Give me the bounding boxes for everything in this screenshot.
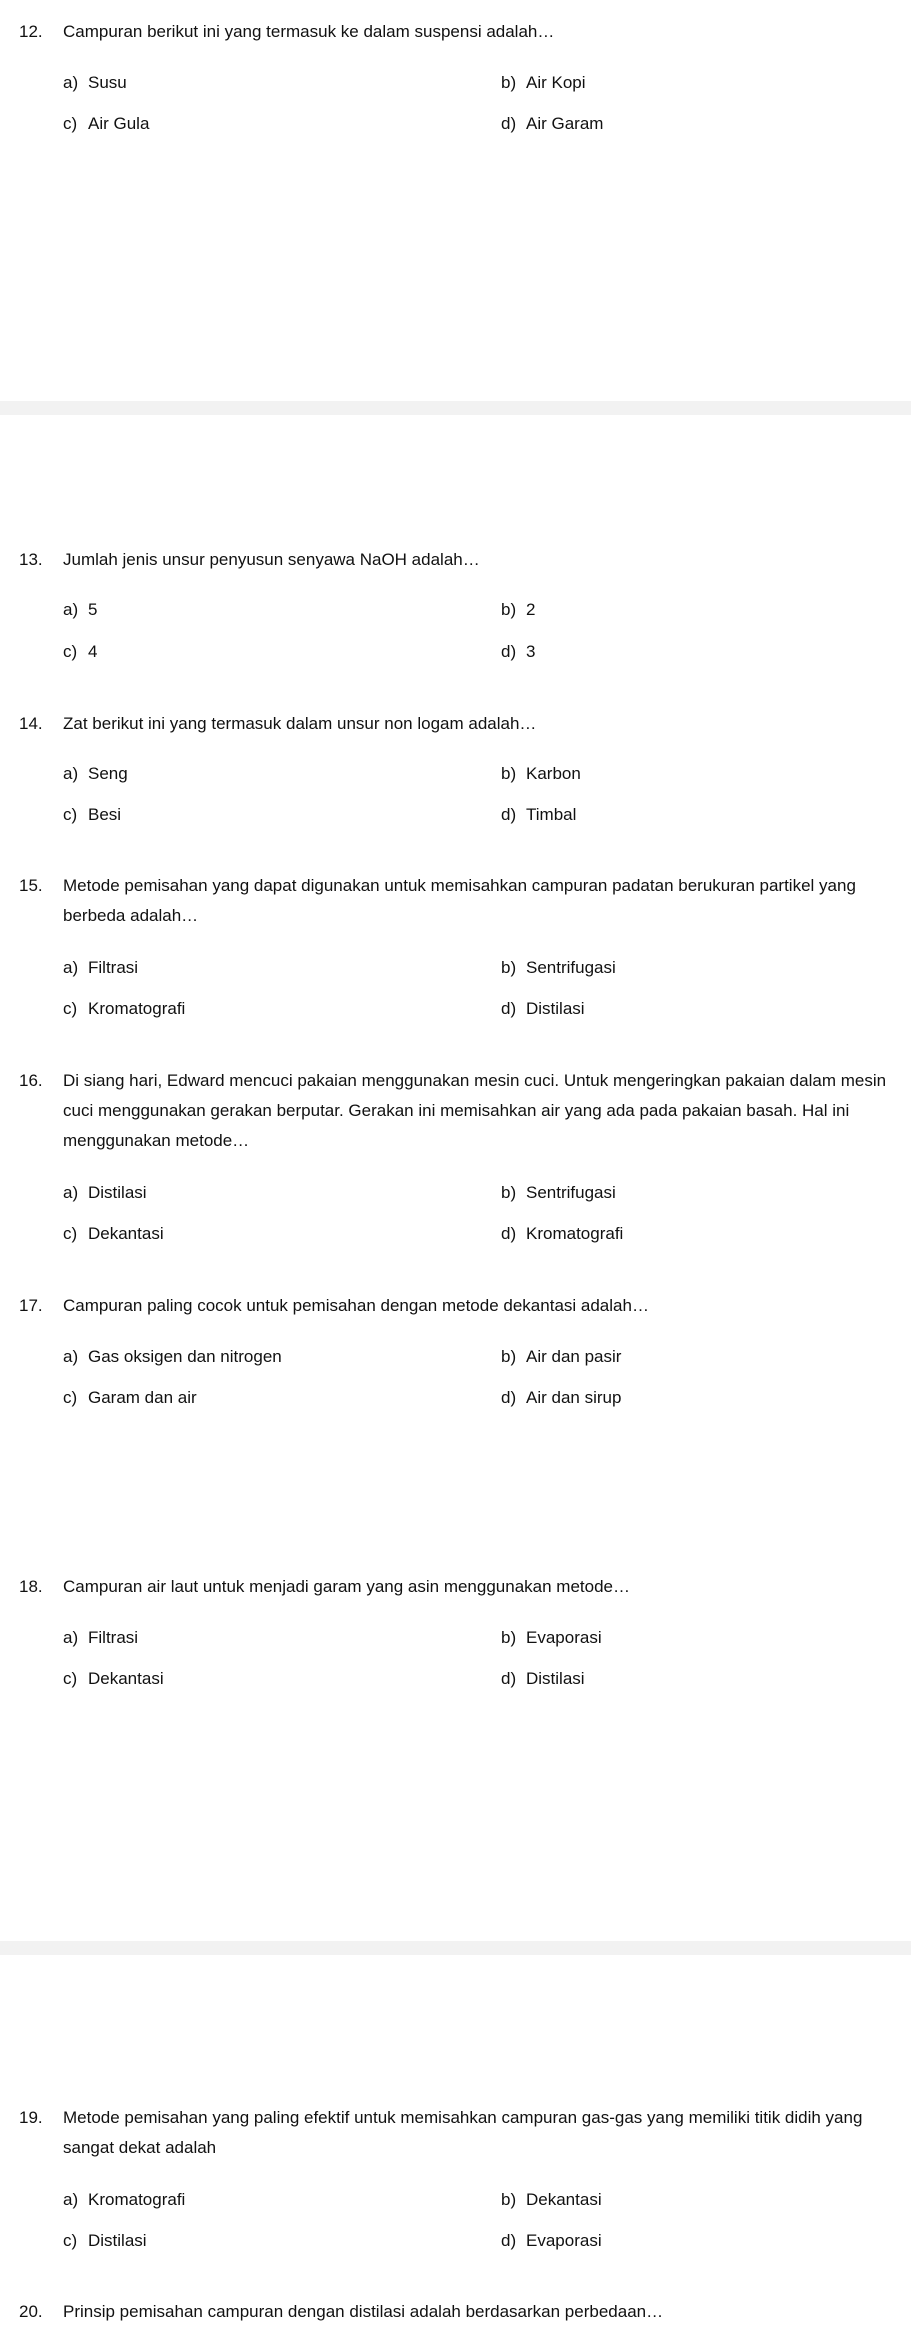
- option-text: Filtrasi: [88, 958, 139, 977]
- option-letter: a): [63, 1347, 79, 1366]
- option-text: Distilasi: [526, 999, 585, 1018]
- option-text: Kromatografi: [88, 2190, 186, 2209]
- option-letter: b): [501, 1347, 517, 1366]
- option-text: Kromatografi: [526, 1224, 624, 1243]
- option-letter: a): [63, 958, 79, 977]
- option-b: [501, 1181, 616, 1205]
- question-number: 20.: [19, 2302, 43, 2321]
- option-letter: d): [501, 999, 517, 1018]
- option-text: Distilasi: [526, 1669, 585, 1688]
- option-a: [63, 1181, 147, 1205]
- option-text: Air dan pasir: [526, 1347, 622, 1366]
- option-text: Air Gula: [88, 114, 150, 133]
- option-letter: d): [501, 805, 517, 824]
- option-letter: d): [501, 642, 517, 661]
- option-text: Seng: [88, 764, 128, 783]
- question-number: 19.: [19, 2108, 43, 2127]
- page-separator: [0, 1941, 911, 1955]
- option-c: [63, 1386, 197, 1410]
- option-letter: c): [63, 1224, 78, 1243]
- option-c: [63, 112, 149, 136]
- option-text: Filtrasi: [88, 1628, 139, 1647]
- option-letter: d): [501, 114, 517, 133]
- option-b: [501, 1345, 621, 1369]
- question-text: Metode pemisahan yang paling efektif untuk memisahkan campuran gas-gas yang memiliki titik didih yang sangat dekat adalah: [63, 2108, 863, 2157]
- option-a: [63, 762, 128, 786]
- option-letter: c): [63, 1669, 78, 1688]
- option-text: Dekantasi: [88, 1669, 164, 1688]
- question-number: 15.: [19, 876, 43, 895]
- option-text: 4: [88, 642, 98, 661]
- option-letter: c): [63, 999, 78, 1018]
- option-letter: a): [63, 1628, 79, 1647]
- option-letter: b): [501, 73, 517, 92]
- option-text: 5: [88, 600, 98, 619]
- option-d: [501, 1386, 621, 1410]
- option-c: [63, 1222, 164, 1246]
- option-letter: a): [63, 764, 79, 783]
- option-d: [501, 803, 576, 827]
- option-a: [63, 71, 127, 95]
- option-text: Sentrifugasi: [526, 1183, 616, 1202]
- question-number: 17.: [19, 1296, 43, 1315]
- option-letter: d): [501, 1224, 517, 1243]
- option-text: Susu: [88, 73, 127, 92]
- option-letter: c): [63, 114, 78, 133]
- option-a: [63, 2188, 185, 2212]
- option-text: 3: [526, 642, 536, 661]
- option-letter: d): [501, 2231, 517, 2250]
- question-number: 12.: [19, 22, 43, 41]
- option-text: Distilasi: [88, 2231, 147, 2250]
- question-text: Prinsip pemisahan campuran dengan distilasi adalah berdasarkan perbedaan…: [63, 2302, 664, 2321]
- option-text: Evaporasi: [526, 1628, 602, 1647]
- option-b: [501, 956, 616, 980]
- option-text: Karbon: [526, 764, 581, 783]
- option-letter: d): [501, 1669, 517, 1688]
- option-text: Distilasi: [88, 1183, 147, 1202]
- option-letter: c): [63, 1388, 78, 1407]
- option-text: Timbal: [526, 805, 577, 824]
- option-text: Dekantasi: [526, 2190, 602, 2209]
- option-b: [501, 598, 535, 622]
- option-b: [501, 2188, 602, 2212]
- option-c: [63, 2229, 147, 2253]
- option-a: [63, 956, 138, 980]
- option-letter: a): [63, 600, 79, 619]
- option-d: [501, 1222, 623, 1246]
- option-a: [63, 598, 97, 622]
- option-letter: b): [501, 2190, 517, 2209]
- option-text: Besi: [88, 805, 122, 824]
- option-c: [63, 997, 185, 1021]
- option-text: Evaporasi: [526, 2231, 602, 2250]
- option-letter: a): [63, 73, 79, 92]
- option-letter: b): [501, 958, 517, 977]
- option-d: [501, 997, 585, 1021]
- option-a: [63, 1626, 138, 1650]
- option-b: [501, 762, 581, 786]
- option-text: Gas oksigen dan nitrogen: [88, 1347, 282, 1366]
- option-a: [63, 1345, 282, 1369]
- question-text: Campuran air laut untuk menjadi garam yang asin menggunakan metode…: [63, 1577, 630, 1596]
- question-number: 14.: [19, 714, 43, 733]
- option-c: [63, 640, 97, 664]
- question-text: Metode pemisahan yang dapat digunakan untuk memisahkan campuran padatan berukuran partikel yang berbeda adalah…: [63, 876, 856, 925]
- question-number: 13.: [19, 550, 43, 569]
- option-letter: b): [501, 764, 517, 783]
- option-text: Garam dan air: [88, 1388, 197, 1407]
- option-letter: a): [63, 2190, 79, 2209]
- question-number: 18.: [19, 1577, 43, 1596]
- option-text: Kromatografi: [88, 999, 186, 1018]
- question-number: 16.: [19, 1071, 43, 1090]
- option-text: Dekantasi: [88, 1224, 164, 1243]
- option-b: [501, 1626, 602, 1650]
- option-b: [501, 71, 586, 95]
- question-text: Campuran berikut ini yang termasuk ke dalam suspensi adalah…: [63, 22, 555, 41]
- question-text: Zat berikut ini yang termasuk dalam unsur non logam adalah…: [63, 714, 537, 733]
- option-d: [501, 640, 535, 664]
- option-c: [63, 1667, 164, 1691]
- option-letter: b): [501, 600, 517, 619]
- option-text: Air Kopi: [526, 73, 586, 92]
- option-d: [501, 1667, 585, 1691]
- option-text: 2: [526, 600, 536, 619]
- option-text: Air dan sirup: [526, 1388, 622, 1407]
- option-text: Sentrifugasi: [526, 958, 616, 977]
- question-text: Campuran paling cocok untuk pemisahan dengan metode dekantasi adalah…: [63, 1296, 649, 1315]
- option-text: Air Garam: [526, 114, 604, 133]
- option-d: [501, 2229, 602, 2253]
- option-letter: c): [63, 642, 78, 661]
- question-text: Di siang hari, Edward mencuci pakaian menggunakan mesin cuci. Untuk mengeringkan pakaian dalam mesin cuci menggunakan gerakan berputar. Gerakan ini memisahkan air yang ada pada pakaian basah. Hal ini menggunakan metode…: [63, 1071, 887, 1150]
- page-separator: [0, 401, 911, 415]
- option-d: [501, 112, 603, 136]
- option-letter: c): [63, 805, 78, 824]
- option-letter: b): [501, 1628, 517, 1647]
- option-letter: b): [501, 1183, 517, 1202]
- question-text: Jumlah jenis unsur penyusun senyawa NaOH adalah…: [63, 550, 480, 569]
- option-letter: a): [63, 1183, 79, 1202]
- option-c: [63, 803, 121, 827]
- option-letter: c): [63, 2231, 78, 2250]
- option-letter: d): [501, 1388, 517, 1407]
